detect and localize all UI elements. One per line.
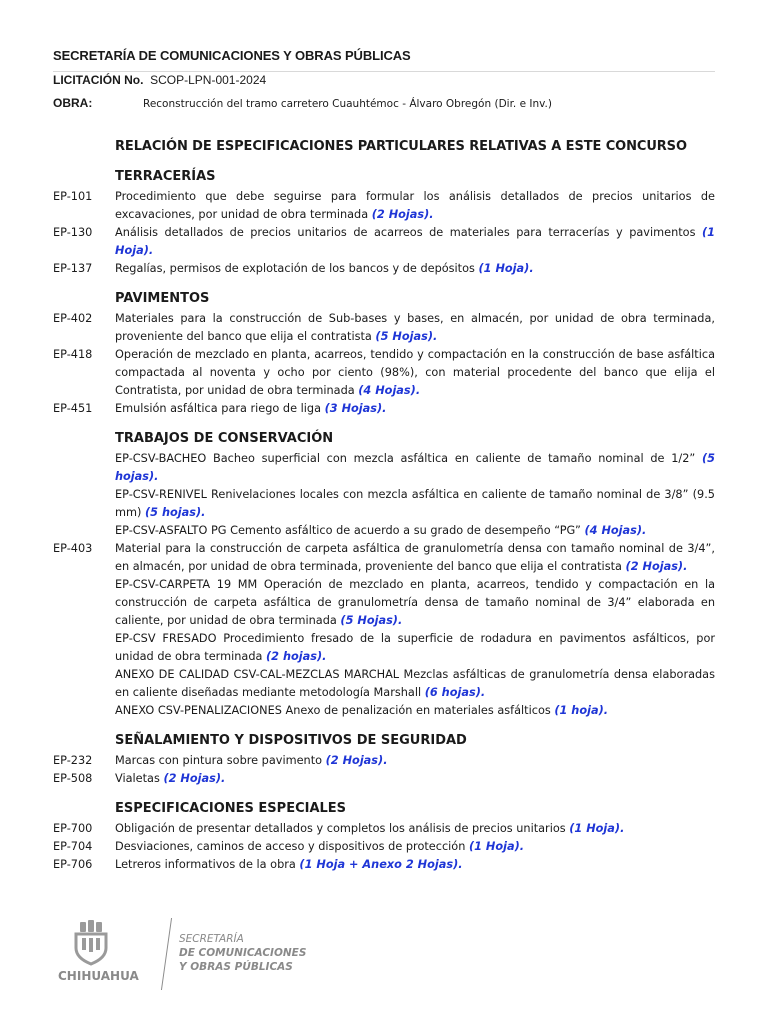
spec-row: [53, 400, 715, 418]
page-count: (2 hojas).: [266, 650, 327, 663]
footer-divider: [161, 918, 172, 990]
obra-line: [53, 96, 733, 110]
spec-row: [53, 310, 715, 346]
spec-row: [53, 820, 715, 838]
brand-line-2: DE COMUNICACIONES: [179, 947, 307, 959]
spec-row: [53, 770, 715, 788]
spec-code: EP-706: [53, 858, 93, 871]
header-divider: [53, 71, 715, 72]
spec-subitem: EP-CSV FRESADO Procedimiento fresado de la superficie de rodadura en pavimentos asfálticos, por unidad de obra terminada (2 hojas).: [115, 632, 715, 663]
page-count: (2 Hojas).: [625, 560, 688, 573]
page-count: (6 hojas).: [424, 686, 486, 699]
section-title-terracerias: TERRACERÍAS: [115, 169, 216, 184]
spec-row: [53, 188, 715, 224]
spec-row: [53, 260, 715, 278]
footer-brand: [179, 932, 306, 974]
section-title-pavimentos: PAVIMENTOS: [115, 291, 210, 306]
page-count: (1 Hoja).: [468, 840, 525, 853]
spec-subitem: ANEXO DE CALIDAD CSV-CAL-MEZCLAS MARCHAL Mezclas asfálticas de granulometría densa elaboradas en caliente diseñadas mediante metodología Marshall (6 hojas).: [115, 668, 715, 699]
spec-code: EP-232: [53, 754, 93, 767]
spec-description: Obligación de presentar detallados y completos los análisis de precios unitarios (1 Hoja).: [115, 822, 625, 835]
spec-subitem: EP-CSV-RENIVEL Renivelaciones locales con mezcla asfáltica en caliente de tamaño nominal de 3/8” (9.5 mm) (5 hojas).: [115, 488, 715, 519]
spec-code: EP-137: [53, 262, 93, 275]
spec-description: Desviaciones, caminos de acceso y dispositivos de protección (1 Hoja).: [115, 840, 525, 853]
spec-description: Emulsión asfáltica para riego de liga (3 Hojas).: [115, 402, 387, 415]
page-count: (2 Hojas).: [163, 772, 226, 785]
licitacion-label: LICITACIÓN No.: [53, 73, 144, 87]
section-title-senalamiento: SEÑALAMIENTO Y DISPOSITIVOS DE SEGURIDAD: [115, 733, 467, 748]
page-count: (5 Hojas).: [375, 330, 438, 343]
brand-line-3: Y OBRAS PÚBLICAS: [179, 961, 293, 973]
page-count: (1 Hoja).: [115, 226, 715, 257]
spec-row: [53, 346, 715, 400]
spec-row: [53, 224, 715, 260]
state-coat-of-arms-icon: [58, 918, 138, 972]
spec-code: EP-418: [53, 348, 93, 361]
spec-description: Letreros informativos de la obra (1 Hoja + Anexo 2 Hojas).: [115, 858, 463, 871]
spec-description: Marcas con pintura sobre pavimento (2 Hojas).: [115, 754, 388, 767]
obra-label: OBRA:: [53, 96, 93, 110]
spec-description: Regalías, permisos de explotación de los bancos y de depósitos (1 Hoja).: [115, 262, 534, 275]
spec-code: EP-130: [53, 226, 93, 239]
state-name: CHIHUAHUA: [58, 969, 139, 983]
page-count: (1 hoja).: [554, 704, 609, 717]
spec-description: Operación de mezclado en planta, acarreos, tendido y compactación en la construcción de base asfáltica compactada al noventa y ocho por ciento (98%), con material procedente del banco que elija el Contratista, por unidad de obra terminada (4 Hojas).: [115, 348, 715, 397]
licitacion-line: [53, 73, 266, 87]
page-count: (5 hojas).: [115, 452, 715, 483]
page-count: (5 Hojas).: [340, 614, 403, 627]
section-title-conservacion: TRABAJOS DE CONSERVACIÓN: [115, 431, 334, 446]
section-title-especiales: ESPECIFICACIONES ESPECIALES: [115, 801, 347, 816]
specifications-list: [53, 138, 715, 874]
obra-value: Reconstrucción del tramo carretero Cuauhtémoc - Álvaro Obregón (Dir. e Inv.): [143, 98, 552, 110]
brand-line-1: SECRETARÍA: [179, 933, 244, 945]
page-count: (2 Hojas).: [371, 208, 434, 221]
page-count: (2 Hojas).: [325, 754, 388, 767]
page-count: (1 Hoja).: [478, 262, 534, 275]
spec-description: Vialetas (2 Hojas).: [115, 772, 226, 785]
page-count: (1 Hoja).: [569, 822, 625, 835]
spec-code: EP-704: [53, 840, 93, 853]
spec-description: Análisis detallados de precios unitarios de acarreos de materiales para terracerías y pavimentos (1 Hoja).: [115, 226, 715, 257]
spec-row: [53, 540, 715, 576]
spec-row: [53, 752, 715, 770]
spec-subitem: EP-CSV-CARPETA 19 MM Operación de mezclado en planta, acarreos, tendido y compactación en la construcción de carpeta asfáltica de granulometría densa de tamaño nominal de 3/4” elaborada en caliente, por unidad de obra terminada (5 Hojas).: [115, 578, 715, 627]
spec-subitem: ANEXO CSV-PENALIZACIONES Anexo de penalización en materiales asfálticos (1 hoja).: [115, 704, 609, 717]
spec-code: EP-101: [53, 190, 93, 203]
document-title: RELACIÓN DE ESPECIFICACIONES PARTICULARES RELATIVAS A ESTE CONCURSO: [115, 139, 687, 154]
page-count: (3 Hojas).: [324, 402, 387, 415]
page-count: (4 Hojas).: [584, 524, 647, 537]
page-count: (1 Hoja + Anexo 2 Hojas).: [299, 858, 463, 871]
page-count: (4 Hojas).: [358, 384, 421, 397]
spec-code: EP-402: [53, 312, 93, 325]
spec-description: Material para la construcción de carpeta asfáltica de granulometría densa con tamaño nominal de 3/4”, en almacén, por unidad de obra terminada, proveniente del banco que elija el contratista (2 Hojas).: [115, 542, 715, 573]
spec-code: EP-451: [53, 402, 93, 415]
spec-code: EP-700: [53, 822, 93, 835]
licitacion-value: SCOP-LPN-001-2024: [150, 73, 267, 87]
spec-description: Procedimiento que debe seguirse para formular los análisis detallados de precios unitarios de excavaciones, por unidad de obra terminada (2 Hojas).: [115, 190, 715, 221]
spec-row: [53, 856, 715, 874]
page-header-title: SECRETARÍA DE COMUNICACIONES Y OBRAS PÚBLICAS: [53, 48, 411, 63]
spec-code: EP-403: [53, 542, 93, 555]
spec-code: EP-508: [53, 772, 93, 785]
spec-subitem: EP-CSV-BACHEO Bacheo superficial con mezcla asfáltica en caliente de tamaño nominal de 1/2” (5 hojas).: [115, 452, 715, 483]
spec-description: Materiales para la construcción de Sub-bases y bases, en almacén, por unidad de obra terminada, proveniente del banco que elija el contratista (5 Hojas).: [115, 312, 715, 343]
spec-subitem: EP-CSV-ASFALTO PG Cemento asfáltico de acuerdo a su grado de desempeño “PG” (4 Hojas).: [115, 524, 647, 537]
spec-row: [53, 838, 715, 856]
page-count: (5 hojas).: [145, 506, 206, 519]
